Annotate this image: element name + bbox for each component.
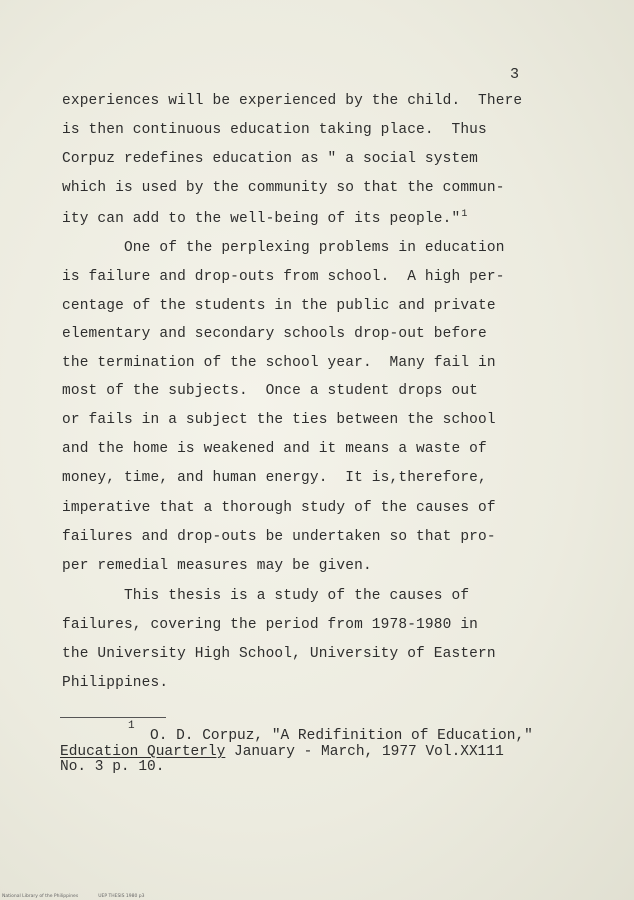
- body-line: experiences will be experienced by the child. There: [62, 93, 523, 109]
- body-line: or fails in a subject the ties between the school: [62, 412, 496, 428]
- body-line: most of the subjects. Once a student drops out: [62, 383, 479, 399]
- archive-footer: [0, 894, 634, 900]
- body-line: the termination of the school year. Many fail in: [62, 355, 496, 371]
- footnote-line-2: [60, 744, 504, 760]
- journal-title: Education Quarterly: [60, 744, 226, 760]
- body-line: [62, 209, 467, 227]
- archive-footer-left: National Library of the Philippines: [2, 894, 79, 899]
- body-line: is then continuous education taking place. Thus: [62, 122, 487, 138]
- footnote-line-1: O. D. Corpuz, "A Redifinition of Education,": [150, 728, 533, 744]
- body-line: failures and drop-outs be undertaken so that pro-: [62, 529, 496, 545]
- body-line: is failure and drop-outs from school. A high per-: [62, 269, 505, 285]
- body-line: Corpuz redefines education as " a social system: [62, 151, 479, 167]
- footnote-line-3: No. 3 p. 10.: [60, 759, 165, 775]
- body-line: failures, covering the period from 1978-1980 in: [62, 617, 479, 633]
- body-line: centage of the students in the public and private: [62, 298, 496, 314]
- body-line: money, time, and human energy. It is,therefore,: [62, 470, 487, 486]
- page-number: 3: [510, 66, 520, 83]
- archive-footer-right: UEP THESIS 1980 p3: [98, 894, 145, 899]
- footnote-reference: 1: [461, 209, 468, 220]
- footnote-line-2-rest: January - March, 1977 Vol.XX111: [225, 744, 504, 760]
- body-line: which is used by the community so that the commun-: [62, 180, 505, 196]
- body-line: One of the perplexing problems in education: [62, 240, 505, 256]
- body-line: and the home is weakened and it means a waste of: [62, 441, 487, 457]
- footnote-marker: 1: [128, 720, 135, 732]
- body-line: per remedial measures may be given.: [62, 558, 372, 574]
- body-line-text: ity can add to the well-being of its people.": [62, 211, 461, 227]
- footnote-divider: [60, 717, 166, 718]
- body-line: elementary and secondary schools drop-out before: [62, 326, 487, 342]
- body-line: imperative that a thorough study of the causes of: [62, 500, 496, 516]
- body-line: This thesis is a study of the causes of: [62, 588, 470, 604]
- body-line: Philippines.: [62, 675, 169, 691]
- body-line: the University High School, University of Eastern: [62, 646, 496, 662]
